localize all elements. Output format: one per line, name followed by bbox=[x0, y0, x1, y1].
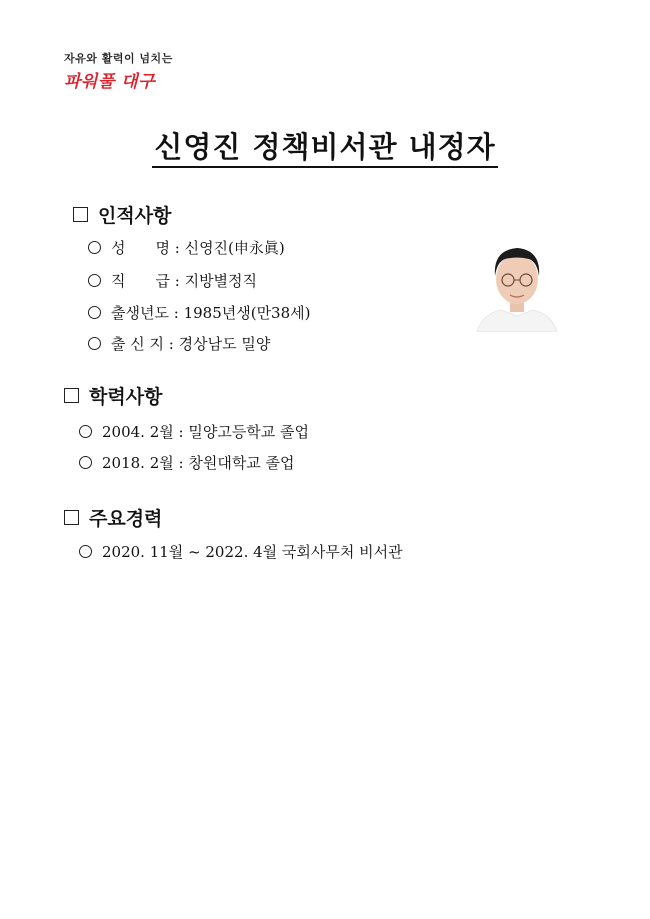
circle-bullet-icon bbox=[79, 456, 92, 469]
circle-bullet-icon bbox=[88, 241, 101, 254]
checkbox-square-icon bbox=[73, 207, 88, 222]
colon: : bbox=[173, 422, 189, 441]
circle-bullet-icon bbox=[88, 337, 101, 350]
section-education-heading bbox=[64, 382, 162, 409]
personal-name-row bbox=[88, 237, 285, 258]
circle-bullet-icon bbox=[88, 274, 101, 287]
logo-brand: 파워풀 대구 bbox=[64, 72, 156, 92]
education-date: 2004. 2월 bbox=[102, 423, 174, 441]
checkbox-square-icon bbox=[64, 510, 79, 525]
document-title: 신영진 정책비서관 내정자 bbox=[152, 130, 497, 168]
origin-label: 출 신 지 bbox=[111, 335, 165, 353]
rank-value: 지방별정직 bbox=[184, 272, 258, 290]
rank-label: 직 급 bbox=[111, 272, 170, 290]
colon: : bbox=[173, 453, 189, 472]
circle-bullet-icon bbox=[79, 545, 92, 558]
circle-bullet-icon bbox=[79, 425, 92, 438]
colon: : bbox=[168, 303, 184, 322]
section-education-label: 학력사항 bbox=[89, 386, 163, 408]
personal-rank-row bbox=[88, 270, 257, 291]
section-career-heading bbox=[64, 504, 162, 531]
birth-value: 1985년생(만38세) bbox=[183, 304, 311, 322]
checkbox-square-icon bbox=[64, 388, 79, 403]
name-value: 신영진(申永眞) bbox=[184, 239, 285, 257]
education-desc: 밀양고등학교 졸업 bbox=[188, 423, 310, 441]
education-row bbox=[79, 452, 295, 473]
section-personal-label: 인적사항 bbox=[98, 205, 172, 227]
personal-origin-row bbox=[88, 333, 270, 354]
colon: : bbox=[164, 334, 179, 353]
section-personal-heading bbox=[73, 201, 171, 228]
circle-bullet-icon bbox=[88, 306, 101, 319]
origin-value: 경상남도 밀양 bbox=[178, 335, 271, 353]
logo-slogan: 자유와 활력이 넘치는 bbox=[64, 52, 173, 65]
education-date: 2018. 2월 bbox=[102, 454, 174, 472]
document-title-wrap bbox=[0, 125, 650, 166]
portrait-photo-icon bbox=[477, 232, 557, 332]
name-label: 성 명 bbox=[111, 239, 170, 257]
birth-label: 출생년도 bbox=[111, 304, 169, 322]
colon: : bbox=[169, 238, 185, 257]
career-row bbox=[79, 541, 403, 562]
education-desc: 창원대학교 졸업 bbox=[188, 454, 295, 472]
personal-birth-row bbox=[88, 302, 311, 323]
education-row bbox=[79, 421, 309, 442]
section-career-label: 주요경력 bbox=[89, 508, 163, 530]
career-text: 2020. 11월 ~ 2022. 4월 국회사무처 비서관 bbox=[102, 543, 403, 561]
city-logo bbox=[64, 50, 173, 92]
colon: : bbox=[169, 271, 185, 290]
